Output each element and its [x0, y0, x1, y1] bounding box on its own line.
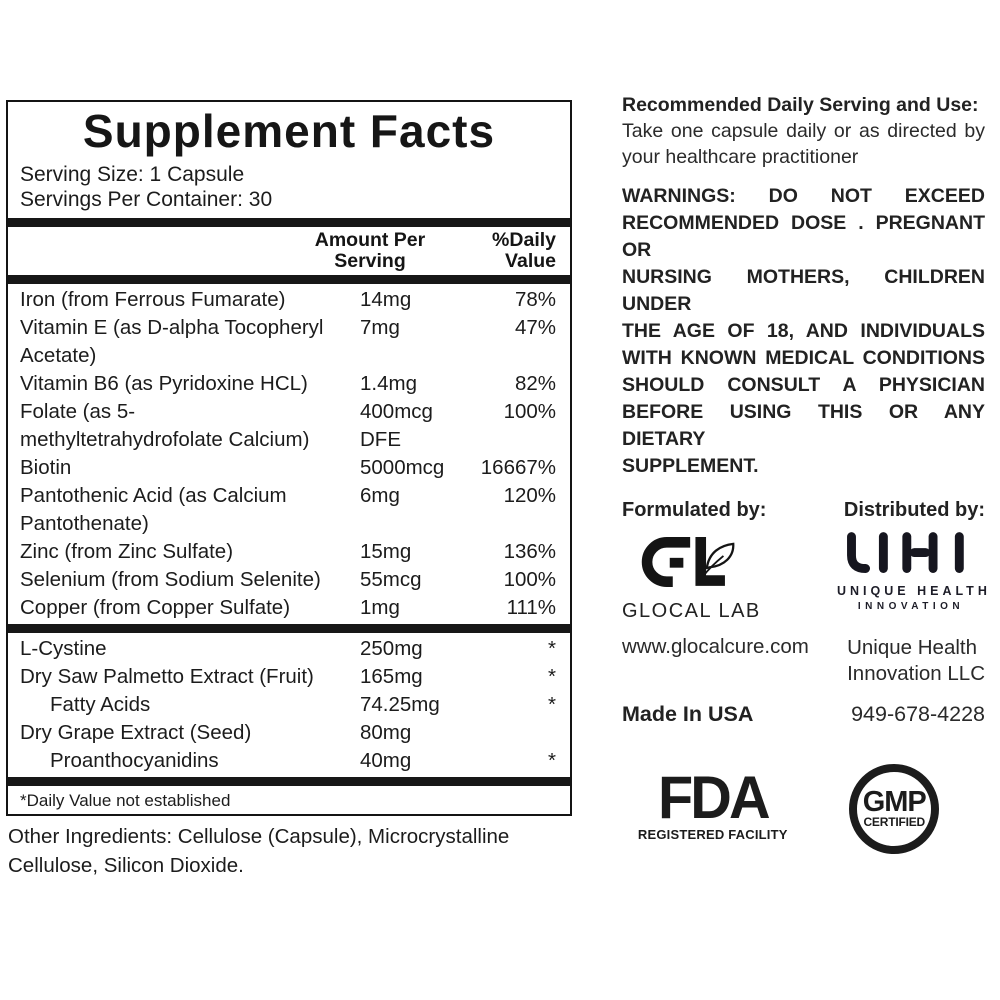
nutrient-amount: 250mg	[360, 637, 423, 660]
nutrient-amount: 40mg	[360, 749, 412, 772]
nutrient-daily-value: 47%	[514, 316, 556, 339]
table-row	[8, 566, 570, 594]
phone-number: 949-678-4228	[851, 702, 985, 726]
nutrient-amount: 1.4mg	[360, 372, 417, 395]
right-info-column	[622, 92, 991, 854]
recommended-use-line: your healthcare practitioner	[622, 146, 859, 168]
other-ingredients: Other Ingredients: Cellulose (Capsule), Microcrystalline Cellulose, Silicon Dioxide.	[8, 825, 510, 877]
nutrient-daily-value: *	[548, 637, 556, 660]
table-row	[8, 719, 570, 747]
table-row	[8, 594, 570, 622]
nutrient-amount: 6mg	[360, 484, 400, 507]
table-row	[8, 398, 570, 454]
column-header-daily-value: %Daily Value	[492, 229, 556, 272]
warnings-line: NURSING MOTHERS, CHILDREN UNDER	[622, 266, 985, 315]
nutrient-amount: 15mg	[360, 540, 412, 563]
column-header-amount: Amount Per Serving	[314, 229, 426, 272]
glocal-lab-name: GLOCAL LAB	[622, 600, 761, 622]
nutrient-daily-value: 120%	[503, 484, 556, 507]
nutrient-rows-vitamins	[8, 284, 570, 624]
table-row	[8, 663, 570, 691]
nutrient-daily-value: *	[548, 749, 556, 772]
table-row	[8, 538, 570, 566]
uhi-wordmark-line2: INNOVATION	[857, 601, 965, 612]
nutrient-name: Folate (as 5- methyltetrahydrofolate Calcium)	[20, 400, 310, 451]
nutrient-name: Biotin	[20, 456, 72, 479]
daily-value-footnote: *Daily Value not established	[20, 791, 231, 810]
nutrient-name: Iron (from Ferrous Fumarate)	[20, 288, 286, 311]
nutrient-daily-value: 78%	[514, 288, 556, 311]
gl-monogram-icon	[622, 531, 750, 593]
nutrient-daily-value: 111%	[506, 596, 556, 619]
nutrient-amount: 80mg	[360, 721, 412, 744]
table-row	[8, 370, 570, 398]
website-text: www.glocalcure.com	[622, 635, 809, 658]
table-row	[8, 747, 570, 775]
table-row	[8, 454, 570, 482]
table-row	[8, 314, 570, 370]
nutrient-name: Copper (from Copper Sulfate)	[20, 596, 291, 619]
uhi-monogram-icon	[839, 531, 984, 576]
nutrient-name: L-Cystine	[20, 637, 107, 660]
nutrient-daily-value: 100%	[503, 568, 556, 591]
nutrient-daily-value: 136%	[503, 540, 556, 563]
nutrient-amount: 55mcg	[360, 568, 422, 591]
warnings-line: WITH KNOWN MEDICAL CONDITIONS	[622, 347, 985, 369]
table-row	[8, 635, 570, 663]
nutrient-name: Zinc (from Zinc Sulfate)	[20, 540, 234, 563]
nutrient-name: Vitamin E (as D-alpha Tocopheryl Acetate)	[20, 316, 324, 367]
nutrient-name: Selenium (from Sodium Selenite)	[20, 568, 321, 591]
warnings-line: SHOULD CONSULT A PHYSICIAN	[622, 374, 985, 396]
nutrient-amount: 7mg	[360, 316, 400, 339]
nutrient-amount: 5000mcg	[360, 456, 445, 479]
nutrient-amount: 400mcg DFE	[360, 400, 433, 451]
fda-registered-facility-logo	[637, 764, 788, 854]
warnings-paragraph	[622, 183, 985, 480]
uhi-logo	[837, 531, 991, 612]
nutrient-name: Vitamin B6 (as Pyridoxine HCL)	[20, 372, 308, 395]
supplement-facts-panel	[6, 100, 572, 816]
recommended-use-heading: Recommended Daily Serving and Use:	[622, 94, 979, 116]
divider-bar	[8, 624, 570, 633]
company-name: Unique Health Innovation LLC	[847, 636, 985, 685]
distributed-by-label: Distributed by:	[843, 499, 985, 521]
formulated-by-label: Formulated by:	[622, 499, 767, 521]
warnings-line: RECOMMENDED DOSE . PREGNANT OR	[622, 212, 985, 261]
nutrient-name: Pantothenic Acid (as Calcium Pantothenate)	[20, 484, 287, 535]
nutrient-name: Dry Saw Palmetto Extract (Fruit)	[20, 665, 314, 688]
nutrient-daily-value: *	[548, 665, 556, 688]
table-header	[8, 227, 570, 275]
panel-title: Supplement Facts	[82, 105, 496, 157]
nutrient-name: Fatty Acids	[50, 693, 151, 716]
uhi-wordmark-line1: UNIQUE HEALTH	[837, 584, 991, 598]
gmp-certified-seal-icon: GMP CERTIFIED	[849, 764, 939, 854]
nutrient-amount: 14mg	[360, 288, 412, 311]
leaf-icon	[707, 544, 734, 568]
nutrient-daily-value: 16667%	[480, 456, 556, 479]
warnings-line: SUPPLEMENT.	[622, 455, 759, 477]
fda-sub-label: REGISTERED FACILITY	[637, 827, 788, 842]
nutrient-rows-botanicals	[8, 633, 570, 777]
servings-per-container: Servings Per Container: 30	[20, 188, 273, 211]
nutrient-amount: 1mg	[360, 596, 400, 619]
table-row	[8, 691, 570, 719]
nutrient-amount: 74.25mg	[360, 693, 440, 716]
nutrient-amount: 165mg	[360, 665, 423, 688]
table-row	[8, 286, 570, 314]
nutrient-daily-value	[480, 719, 556, 747]
warnings-line: WARNINGS: DO NOT EXCEED	[622, 185, 985, 207]
fda-icon: FDA	[657, 764, 768, 831]
made-in-usa-label: Made In USA	[622, 702, 754, 726]
table-row	[8, 482, 570, 538]
nutrient-daily-value: 82%	[514, 372, 556, 395]
recommended-use-line: Take one capsule daily or as directed by	[622, 120, 985, 142]
warnings-line: THE AGE OF 18, AND INDIVIDUALS	[622, 320, 985, 342]
divider-bar	[8, 218, 570, 227]
nutrient-name: Proanthocyanidins	[50, 749, 219, 772]
nutrient-daily-value: 100%	[503, 400, 556, 423]
nutrient-daily-value: *	[548, 693, 556, 716]
warnings-line: BEFORE USING THIS OR ANY DIETARY	[622, 401, 985, 450]
glocal-lab-logo	[622, 531, 772, 623]
nutrient-name: Dry Grape Extract (Seed)	[20, 721, 252, 744]
divider-bar	[8, 275, 570, 284]
serving-size: Serving Size: 1 Capsule	[20, 163, 245, 186]
column-header-spacer	[20, 230, 280, 272]
divider-bar	[8, 777, 570, 786]
